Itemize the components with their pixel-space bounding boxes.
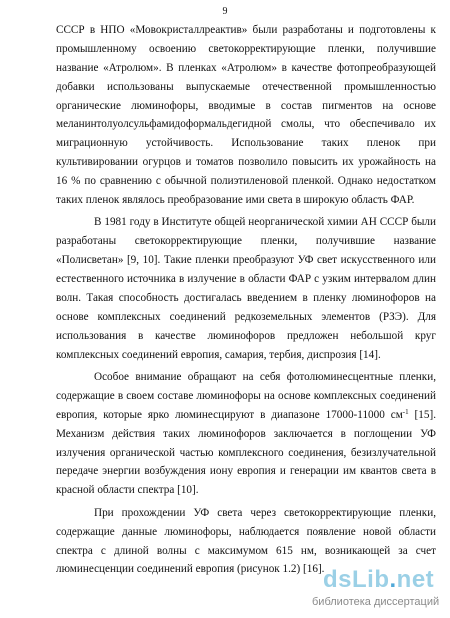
paragraph xyxy=(56,368,436,500)
text-line: При прохождении УФ света через светокорректирующие пленки, xyxy=(94,506,436,519)
paragraph xyxy=(56,21,436,210)
text-line: красной области спектра [10]. xyxy=(56,484,199,497)
document-body xyxy=(56,21,436,579)
text-line: Механизм действия таких люминофоров заключается в поглощении УФ xyxy=(56,427,436,440)
text-line: комплексных соединений европия, самария, тербия, диспрозия [14]. xyxy=(56,348,381,361)
text-line: добавки использованы выпускаемые отечественной промышленностью xyxy=(56,80,436,93)
text-line: промышленному освоению светокорректирующие пленки, получившие xyxy=(56,42,436,55)
text-line: люминесценции соединений европия (рисунок 1.2) [16]. xyxy=(56,563,325,576)
text-line: название «Атролюм». В пленках «Атролюм» в качестве фотопреобразующей xyxy=(56,61,436,74)
text-line: излучения органической частью комплексного соединения, безизлучательной xyxy=(56,446,436,459)
text-line: таких пленок являлось преобразование ими света в широкую область ФАР. xyxy=(56,194,415,207)
text-line: СССР в НПО «Мовокристаллреактив» были разработаны и подготовлены к xyxy=(56,24,436,36)
text-line: волн. Такая способность достигалась введением в пленку люминофоров на xyxy=(56,291,436,304)
text-line: меланинтолуолсульфамидоформальдегидной смолы, что обеспечивало их xyxy=(56,118,436,131)
text-run: европия, которые ярко люминесцируют в диапазоне 17000-11000 см xyxy=(56,408,403,421)
text-line: «Полисветан» [9, 10]. Такие пленки преобразуют УФ свет искусственного или xyxy=(56,254,436,267)
text-run: [15]. xyxy=(408,408,436,421)
text-line: органические люминофоры, вводимые в состав пигментов на основе xyxy=(56,99,436,112)
watermark-logo: dsLib.net xyxy=(323,566,435,593)
text-line xyxy=(56,406,436,425)
paragraph xyxy=(56,213,436,364)
text-line: содержащие данные люминофоры, наблюдается появление новой области xyxy=(56,525,436,538)
text-line: использования в качестве люминофоров предложен небольшой круг xyxy=(56,329,436,342)
dslib-watermark xyxy=(300,566,450,618)
text-line: В 1981 году в Институте общей неорганической химии АН СССР были xyxy=(94,216,436,229)
text-line: 16 % по сравнению с обычной полиэтиленовой пленкой. Однако недостатком xyxy=(56,175,436,188)
page-number: 9 xyxy=(222,6,228,17)
text-line: передаче энергии возбуждения иону европия и генерации им квантов света в xyxy=(56,465,436,478)
text-line: разработаны светокорректирующие пленки, получившие название xyxy=(56,235,436,248)
text-line: естественного источника в излучение в области ФАР с узким интервалом длин xyxy=(56,273,436,286)
text-line: культивировании огурцов и томатов позволило повысить их урожайность на xyxy=(56,156,436,169)
text-line: основе комплексных соединений редкоземельных элементов (РЗЭ). Для xyxy=(56,310,436,323)
text-line: миграционную устойчивость. Использование таких пленок при xyxy=(56,137,436,150)
superscript: -1 xyxy=(402,407,409,416)
text-line: Особое внимание обращают на себя фотолюминесцентные пленки, xyxy=(94,371,436,384)
text-line: спектра с длиной волны с максимумом 615 нм, возникающей за счет xyxy=(56,544,436,557)
text-line: содержащие в своем составе люминофоры на основе комплексных соединений xyxy=(56,389,436,402)
watermark-subtitle: библиотека диссертаций xyxy=(312,596,440,608)
